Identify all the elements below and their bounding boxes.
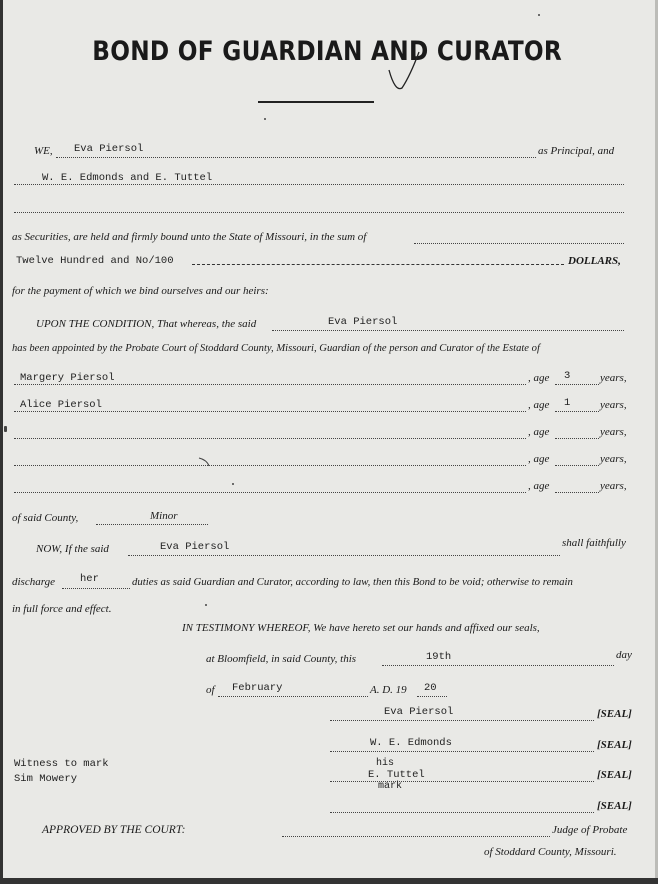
year-suffix: 20 [424, 682, 437, 694]
years-label: years, [600, 480, 627, 492]
day-number: 19th [426, 651, 452, 663]
of-label: of [206, 684, 215, 696]
years-label: years, [600, 426, 627, 438]
scan-edge-left [0, 0, 3, 884]
age-label: , age [528, 480, 550, 492]
day-label: day [616, 649, 632, 661]
of-stoddard: of Stoddard County, Missouri. [484, 846, 617, 858]
judge-line [282, 836, 550, 837]
now-name: Eva Piersol [160, 541, 230, 553]
signature: E. Tuttel [368, 769, 425, 781]
years-label: years, [600, 372, 627, 384]
minor-name: Margery Piersol [20, 372, 115, 384]
blank-line [14, 212, 624, 213]
sum-dash-fill [192, 264, 564, 265]
minor-label-line [96, 524, 208, 525]
pronoun-line [62, 588, 130, 589]
age-line [555, 384, 599, 385]
scan-edge-bottom [0, 878, 658, 884]
payment-text: for the payment of which we bind ourselves and our heirs: [12, 285, 269, 297]
condition-text: UPON THE CONDITION, That whereas, the said [36, 318, 257, 330]
appointed-text: has been appointed by the Probate Court of Stoddard County, Missouri, Guardian of the person and Curator of the Estate of [12, 343, 540, 354]
seal-label: [SEAL] [597, 708, 632, 720]
stray-pen-mark-icon [198, 456, 212, 468]
minor-line [14, 384, 526, 385]
age-line [555, 492, 599, 493]
age-line [555, 438, 599, 439]
in-full-force: in full force and effect. [12, 603, 112, 615]
minor-line [14, 411, 526, 412]
signature-line [330, 812, 594, 813]
pen-checkmark-icon [386, 48, 422, 94]
year-line [417, 696, 447, 697]
month-line [218, 696, 368, 697]
minor-age: 3 [564, 370, 571, 382]
seal-label: [SEAL] [597, 800, 632, 812]
title-rule [258, 101, 374, 103]
signature-line [330, 781, 594, 782]
pronoun: her [80, 573, 99, 585]
age-label: , age [528, 399, 550, 411]
month: February [232, 682, 283, 694]
sureties-line [14, 184, 624, 185]
age-line [555, 465, 599, 466]
dollars-label: DOLLARS, [568, 255, 621, 267]
minor-name: Alice Piersol [20, 399, 102, 411]
now-text: NOW, If the said [36, 543, 109, 555]
of-said-county: of said County, [12, 512, 79, 524]
minor-line [14, 438, 526, 439]
ad-label: A. D. 19 [370, 684, 407, 696]
mark-label: mark [378, 781, 403, 792]
minor-label: Minor [150, 510, 178, 522]
guardian-name: Eva Piersol [328, 316, 398, 328]
duties-text: duties as said Guardian and Curator, according to law, then this Bond to be void; otherwise to remain [132, 576, 573, 588]
discharge-label: discharge [12, 576, 55, 588]
witness-name: Sim Mowery [14, 773, 78, 785]
signature: W. E. Edmonds [370, 737, 452, 749]
age-label: , age [528, 453, 550, 465]
scan-speck [264, 118, 266, 120]
at-bloomfield: at Bloomfield, in said County, this [206, 653, 357, 665]
years-label: years, [600, 453, 627, 465]
witness-label: Witness to mark [14, 758, 109, 770]
signature: Eva Piersol [384, 706, 454, 718]
scan-speck [538, 14, 540, 16]
sureties-names: W. E. Edmonds and E. Tuttel [42, 172, 213, 184]
document-title: BOND OF GUARDIAN AND CURATOR [92, 36, 563, 67]
sum-line [414, 243, 624, 244]
age-line [555, 411, 599, 412]
approved-text: APPROVED BY THE COURT: [42, 824, 186, 836]
years-label: years, [600, 399, 627, 411]
as-principal-label: as Principal, and [538, 145, 615, 157]
scan-speck [232, 483, 234, 485]
guardian-line [272, 330, 624, 331]
seal-label: [SEAL] [597, 769, 632, 781]
securities-text: as Securities, are held and firmly bound unto the State of Missouri, in the sum of [12, 231, 367, 243]
day-line [382, 665, 614, 666]
scan-speck [205, 604, 207, 606]
scan-speck [4, 426, 7, 432]
shall-faithfully: shall faithfully [562, 537, 626, 549]
minor-age: 1 [564, 397, 571, 409]
signature-line [330, 720, 594, 721]
age-label: , age [528, 426, 550, 438]
signature-line [330, 751, 594, 752]
minor-line [14, 465, 526, 466]
we-label: WE, [34, 145, 53, 157]
age-label: , age [528, 372, 550, 384]
testimony-text: IN TESTIMONY WHEREOF, We have hereto set our hands and affixed our seals, [182, 622, 540, 634]
judge-label: Judge of Probate [552, 824, 628, 836]
seal-label: [SEAL] [597, 739, 632, 751]
now-line [128, 555, 560, 556]
his-label: his [376, 758, 395, 769]
sum-words: Twelve Hundred and No/100 [16, 255, 174, 267]
principal-line [56, 157, 536, 158]
principal-name: Eva Piersol [74, 143, 144, 155]
minor-line [14, 492, 526, 493]
